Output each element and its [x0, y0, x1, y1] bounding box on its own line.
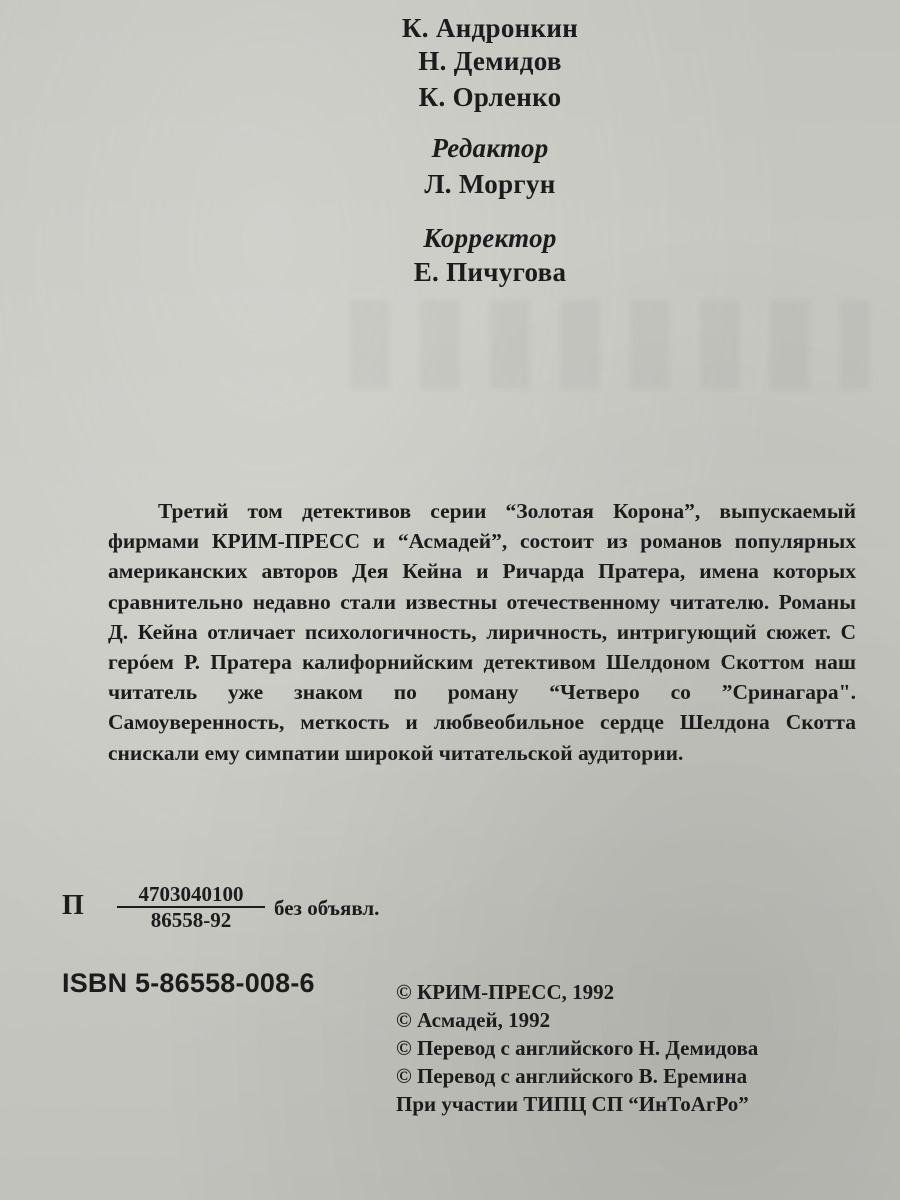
credit-name-andronkin: К. Андронкин: [401, 13, 579, 43]
publishing-index: [62, 882, 462, 934]
book-description: Третий том детективов серии “Золотая Корона”, выпускаемый фирмами КРИМ-ПРЕСС и “Асмадей”, состоит из романов популярных американских авторов Дея Кейна и Ричарда Пратера, имена которых сравнительно недавно стали известны отечественному читателю. Романы Д. Кейна отличает психологичность, лиричность, интригующий сюжет. С герóем Р. Пратера калифорнийским детективом Шелдоном Скоттом наш читатель уже знаком по роману “Четверо со ”Сринагара". Самоуверенность, меткость и любвеобильное сердце Шелдона Скотта снискали ему симпатии широкой читательской аудитории.: [108, 499, 856, 765]
index-fraction: [117, 882, 265, 932]
copyright-line-translation-demidov: © Перевод с английского Н. Демидова: [396, 1036, 759, 1060]
index-code-denominator: 86558-92: [150, 908, 232, 932]
credit-name-orlenko: К. Орленко: [418, 82, 562, 112]
isbn: ISBN 5-86558-008-6: [62, 968, 315, 998]
proofreader-label: Корректор: [423, 223, 557, 253]
no-ads-note: без объявл.: [274, 896, 380, 920]
copyright-line-asmadey: © Асмадей, 1992: [396, 1008, 551, 1032]
copyright-block: [396, 978, 876, 1118]
proofreader-name: Е. Пичугова: [413, 257, 567, 287]
editor-label: Редактор: [431, 133, 549, 163]
editor-name: Л. Моргун: [424, 169, 556, 199]
copyright-line-translation-eremin: © Перевод с английского В. Еремина: [396, 1064, 748, 1088]
index-letter: П: [62, 890, 84, 921]
bleed-through-shadow: [350, 300, 870, 390]
copyright-line-participation: При участии ТИПЦ СП “ИнТоАгРо”: [396, 1092, 749, 1116]
copyright-line-krim-press: © КРИМ-ПРЕСС, 1992: [396, 980, 615, 1004]
index-code-numerator: 4703040100: [117, 882, 265, 908]
credit-name-demidov: Н. Демидов: [418, 46, 562, 76]
